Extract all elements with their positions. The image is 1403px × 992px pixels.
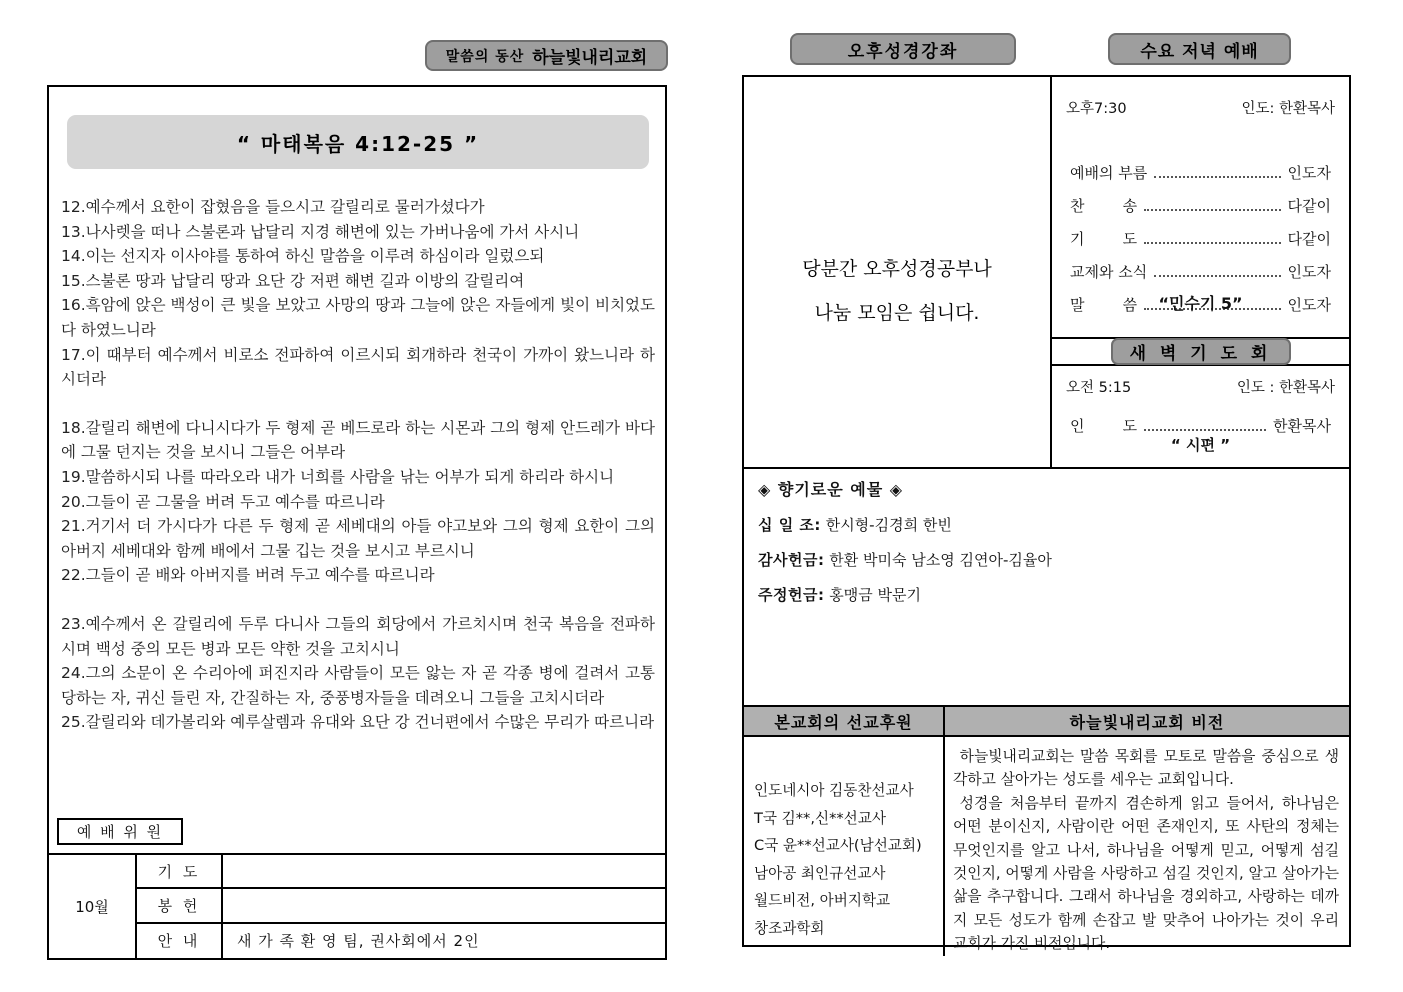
verse: 16.흑암에 앉은 백성이 큰 빛을 보았고 사망의 땅과 그늘에 앉은 자들에게 빛이 비치었도다 하였느니라: [61, 296, 655, 339]
vision-header: 하늘빛내리교회 비전: [945, 707, 1349, 737]
order-item: [1066, 150, 1335, 183]
verse-group-3: [61, 612, 655, 735]
verse: 18.갈릴리 해변에 다니시다가 두 형제 곧 베드로라 하는 시몬과 그의 형제 안드레가 바다에 그물 던지는 것을 보시니 그들은 어부라: [61, 418, 655, 462]
masthead-subtitle: 말씀의 동산: [445, 48, 525, 65]
order-item-label: 예배의 부름: [1070, 164, 1148, 182]
table-row-label: 안 내: [137, 924, 223, 958]
dawn-scripture: “ 시편 ”: [1170, 436, 1231, 454]
mission-item: 월드비전, 아버지학교: [754, 892, 891, 909]
verse: 15.스불론 땅과 납달리 땅과 요단 강 저편 해변 길과 이방의 갈릴리여: [61, 271, 525, 290]
table-row-value: [223, 855, 665, 889]
dawn-prayer-section: [1052, 366, 1349, 467]
notice-line: 당분간 오후성경공부나: [802, 258, 992, 280]
offering-names: 한환 박미숙 남소영 김연아-김율아: [829, 551, 1052, 569]
verse-group-2: [61, 416, 655, 588]
dotted-leader: [1154, 275, 1280, 277]
offering-line: [758, 514, 1335, 535]
order-item-value: 인도자: [1287, 164, 1331, 182]
verse: 17.이 때부터 예수께서 비로소 전파하여 이르시되 회개하라 천국이 가까이 왔느니라 하시더라: [61, 345, 655, 389]
verse: 19.말씀하시되 나를 따라오라 내가 너희를 사람을 낚는 어부가 되게 하리라 하시니: [61, 467, 615, 486]
vision-paragraph: 하늘빛내리교회는 말씀 목회를 모토로 말씀을 중심으로 생각하고 살아가는 성도를 세우는 교회입니다.: [953, 748, 1339, 789]
wednesday-service-section: [1052, 77, 1349, 337]
order-item-value: 다같이: [1287, 197, 1331, 215]
order-item-value: 한환목사: [1273, 417, 1331, 435]
dotted-leader: [1144, 242, 1280, 244]
dotted-leader: [1144, 209, 1280, 211]
dawn-prayer-badge: 새 벽 기 도 회: [1111, 338, 1291, 365]
table-row-label: 기 도: [137, 855, 223, 889]
mission-item: 인도네시아 김동찬선교사: [754, 782, 914, 799]
offering-line: [758, 549, 1335, 570]
service-time: 오후7:30: [1066, 101, 1127, 117]
vision-paragraph: 성경을 처음부터 끝까지 겸손하게 읽고 들어서, 하나님은 어떤 분이신지, 사람이란 어떤 존재인지, 또 사탄의 정체는 무엇인지를 알고 나서, 하나님을 어떻게 믿고, 어떻게 섬길 것인지, 어떻게 사람을 사랑하고 섬길 것인지, 알고 살아가는 삶을 추구합니다. 그래서 하나님을 경외하고, 사랑하는 데까지 모든 성도가 함께 손잡고 발 맞추어 나아가는 것이 우리 교회가 가진 비전입니다.: [953, 794, 1339, 953]
masthead-badge: [425, 40, 668, 71]
order-item-label: 인 도: [1070, 417, 1138, 435]
verse: 23.예수께서 온 갈릴리에 두루 다니사 그들의 회당에서 가르치시며 천국 복음을 전파하시며 백성 중의 모든 병과 모든 약한 것을 고치시니: [61, 614, 655, 658]
vision-text: [945, 737, 1349, 956]
order-item-value: 인도자: [1287, 263, 1331, 281]
sermon-scripture: “민수기 5”: [1158, 294, 1243, 313]
worship-committee-table: [47, 853, 667, 960]
offering-names: 홍맹금 박문기: [829, 586, 921, 604]
order-item-value: 인도자: [1287, 296, 1331, 314]
dotted-leader: [1154, 176, 1280, 178]
offering-label: 주정헌금:: [758, 586, 825, 604]
scripture-title: “ 마태복음 4:12-25 ”: [67, 115, 649, 169]
mission-item: 남아공 최인규선교사: [754, 864, 886, 882]
verse: 12.예수께서 요한이 잡혔음을 들으시고 갈릴리로 물러가셨다가: [61, 198, 485, 216]
scripture-text: [61, 195, 655, 759]
dawn-prayer-strip: [1052, 337, 1349, 366]
service-time-row: [1066, 97, 1335, 118]
offering-label: 감사헌금:: [758, 551, 825, 569]
left-page: [47, 85, 667, 960]
mission-header: 본교회의 선교후원: [744, 707, 945, 737]
mission-item: 창조과학회: [754, 919, 825, 937]
mission-item: C국 윤**선교사(남선교회): [754, 837, 922, 854]
table-row-value: [223, 889, 665, 923]
worship-committee-label: 예 배 위 원: [57, 818, 183, 845]
notice-line: 나눔 모임은 쉽니다.: [814, 302, 980, 324]
right-page: [742, 75, 1351, 953]
offering-section: [744, 467, 1349, 705]
verse: 20.그들이 곧 그물을 버려 두고 예수를 따르니라: [61, 492, 385, 511]
offering-names: 한시형-김경희 한빈: [825, 516, 952, 534]
offering-label: 십 일 조:: [758, 516, 821, 534]
church-name: 하늘빛내리교회: [532, 48, 648, 68]
verse-group-1: [61, 195, 655, 392]
verse: 13.나사렛을 떠나 스불론과 납달리 지경 해변에 있는 가버나움에 가서 사시니: [61, 222, 580, 241]
verse: 25.갈릴리와 데가볼리와 예루살렘과 유대와 요단 강 건너편에서 수많은 무리가 따르니라: [61, 713, 655, 732]
offering-line: [758, 584, 1335, 605]
offering-heading: ◈ 향기로운 예물 ◈: [758, 480, 904, 499]
mission-item: T국 김**,신**선교사: [754, 809, 886, 827]
verse: 14.이는 선지자 이사야를 통하여 하신 말씀을 이루려 하심이라 일렀으되: [61, 247, 545, 266]
dawn-time-row: [1066, 376, 1335, 397]
table-row-value: 새 가 족 환 영 팀, 권사회에서 2인: [237, 932, 480, 951]
table-row-label: 봉 헌: [137, 889, 223, 923]
order-item: [1066, 183, 1335, 216]
order-item-label: 기 도: [1070, 230, 1138, 248]
order-item-value: 다같이: [1287, 230, 1331, 248]
afternoon-class-notice: [744, 247, 1050, 335]
order-item: [1066, 216, 1335, 249]
order-item-label: 찬 송: [1070, 197, 1138, 215]
dawn-leader: 인도 : 한환목사: [1236, 380, 1335, 396]
verse: 24.그의 소문이 온 수리아에 퍼진지라 사람들이 모든 앓는 자 곧 각종 병에 걸려서 고통 당하는 자, 귀신 들린 자, 간질하는 자, 중풍병자들을 데려오니 그들을 고치시더라: [61, 664, 655, 707]
table-month-cell: 10월: [49, 855, 137, 958]
order-item: [1066, 249, 1335, 282]
dotted-leader: [1144, 429, 1266, 431]
mission-vision-table: [744, 705, 1349, 953]
afternoon-class-badge: 오후성경강좌: [790, 33, 1016, 65]
verse: 22.그들이 곧 배와 아버지를 버려 두고 예수를 따르니라: [61, 566, 435, 585]
dawn-order-item: [1066, 403, 1335, 436]
wednesday-service-badge: 수요 저녁 예배: [1108, 33, 1291, 65]
order-item-label: 말 씀: [1070, 296, 1138, 314]
verse: 21.거기서 더 가시다가 다른 두 형제 곧 세베대의 아들 야고보와 그의 형제 요한이 그의 아버지 세베대와 함께 배에서 그물 깁는 것을 보시고 부르시니: [61, 517, 655, 560]
dawn-time: 오전 5:15: [1066, 380, 1132, 396]
order-item-label: 교제와 소식: [1070, 263, 1148, 281]
service-leader: 인도: 한환목사: [1241, 101, 1335, 117]
mission-list: [744, 737, 945, 956]
